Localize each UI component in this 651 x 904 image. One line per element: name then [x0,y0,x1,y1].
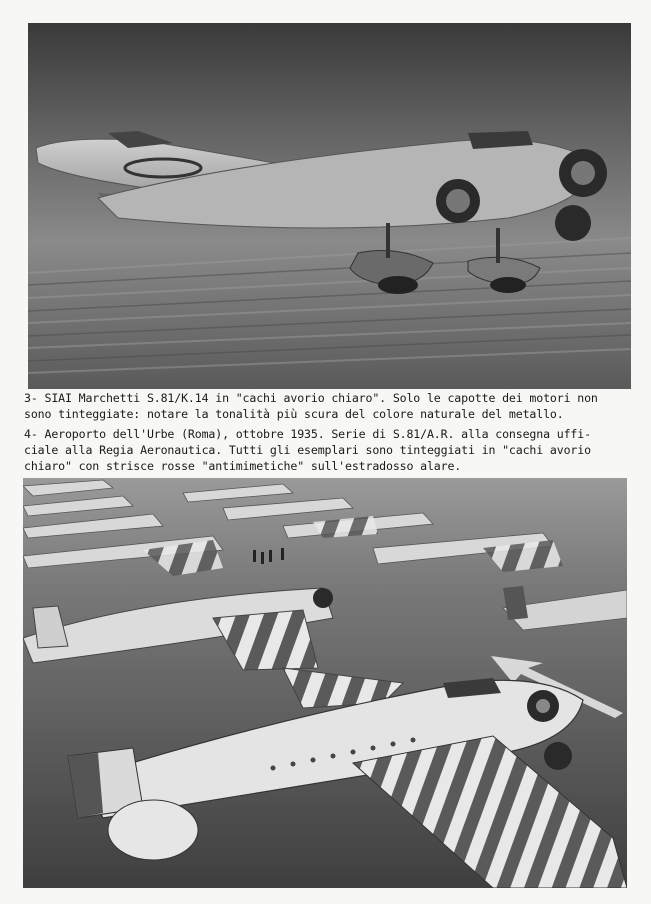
caption-4-line-1: 4- Aeroporto dell'Urbe (Roma), ottobre 1935. Serie di S.81/A.R. alla consegna uffi- [24,427,591,441]
caption-4-line-3: chiaro" con strisce rosse "antimimetiche" sull'estradosso alare. [24,459,462,473]
caption-4-line-2: ciale alla Regia Aeronautica. Tutti gli esemplari sono tinteggiati in "cachi avorio [24,443,591,457]
photo-parked-aircraft-drawing [23,478,627,888]
photo-s81-in-flight [28,23,631,389]
caption-3-line-1: 3- SIAI Marchetti S.81/K.14 in "cachi avorio chiaro". Solo le capotte dei motori non [24,391,598,405]
photo-s81-in-flight-drawing [28,23,631,389]
caption-photo-4 [24,426,634,474]
caption-photo-3 [24,390,634,422]
caption-3-line-2: sono tinteggiate: notare la tonalità più scura del colore naturale del metallo. [24,407,564,421]
photo-parked-aircraft [23,478,627,888]
